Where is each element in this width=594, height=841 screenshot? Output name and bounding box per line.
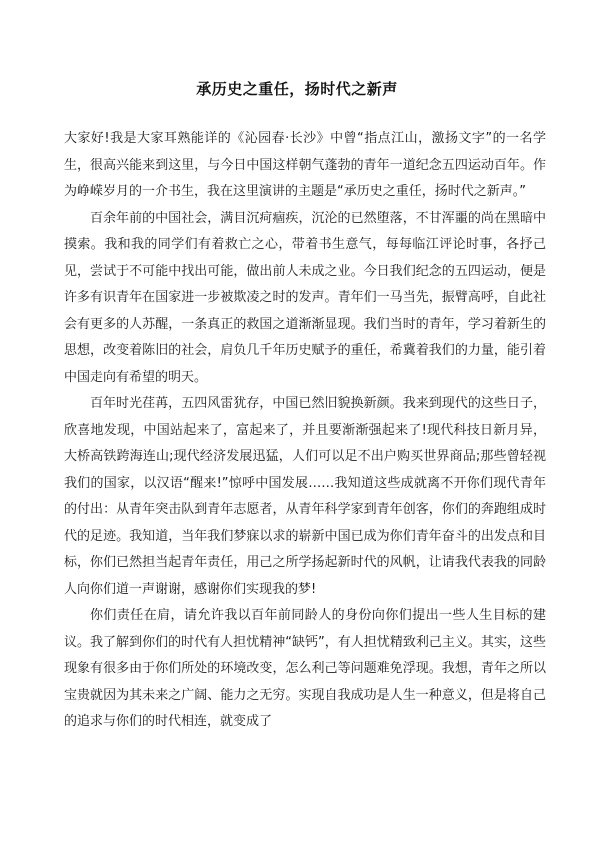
paragraph-2: 百余年前的中国社会，满目沉疴痼疾，沉沦的已然堕落，不甘浑噩的尚在黑暗中摸索。我和我的同学们有着救亡之心，带着书生意气，每每临江评论时事，各抒己见，尝试于不可能中找出可能，做出前人未成之业。今日我们纪念的五四运动，便是许多有识青年在国家进一步被欺凌之时的发声。青年们一马当先，振臂高呼，自此社会有更多的人苏醒，一条真正的救国之道渐渐显现。我们当时的青年，学习着新生的思想，改变着陈旧的社会，肩负几千年历史赋予的重任，希冀着我们的力量，能引着中国走向有希望的明天。 <box>64 210 546 385</box>
paragraph-4: 你们责任在肩，请允许我以百年前同龄人的身份向你们提出一些人生目标的建议。我了解到你们的时代有人担忧精神“缺钙”，有人担忧精致利己主义。其实，这些现象有很多由于你们所处的环境改变，怎么利己等问题难免浮现。我想，青年之所以宝贵就因为其未来之广阔、能力之无穷。实现自我成功是人生一种意义，但是将自己的追求与你们的时代相连，就变成了 <box>64 608 546 729</box>
document-title: 承历史之重任，扬时代之新声 <box>196 80 398 98</box>
document-body <box>64 126 546 736</box>
paragraph-3: 百年时光荏苒，五四风雷犹存，中国已然旧貌换新颜。我来到现代的这些日子，欣喜地发现，中国站起来了，富起来了，并且要渐渐强起来了!现代科技日新月异，大桥高铁跨海连山;现代经济发展迅猛，人们可以足不出户购买世界商品;那些曾轻视我们的国家，以汉语“醒来!”惊呼中国发展……我知道这些成就离不开你们现代青年的付出：从青年突击队到青年志愿者，从青年科学家到青年创客，你们的奔跑组成时代的足迹。我知道，当年我们梦寐以求的崭新中国已成为你们青年奋斗的出发点和目标，你们已然担当起青年责任，用己之所学扬起新时代的风帆，让请我代表我的同龄人向你们道一声谢谢，感谢你们实现我的梦! <box>64 396 546 597</box>
paragraph-1: 大家好!我是大家耳熟能详的《沁园春·长沙》中曾“指点江山，激扬文字”的一名学生，很高兴能来到这里，与今日中国这样朝气蓬勃的青年一道纪念五四运动百年。作为峥嵘岁月的一介书生，我在这里演讲的主题是“承历史之重任，扬时代之新声。” <box>64 131 546 199</box>
